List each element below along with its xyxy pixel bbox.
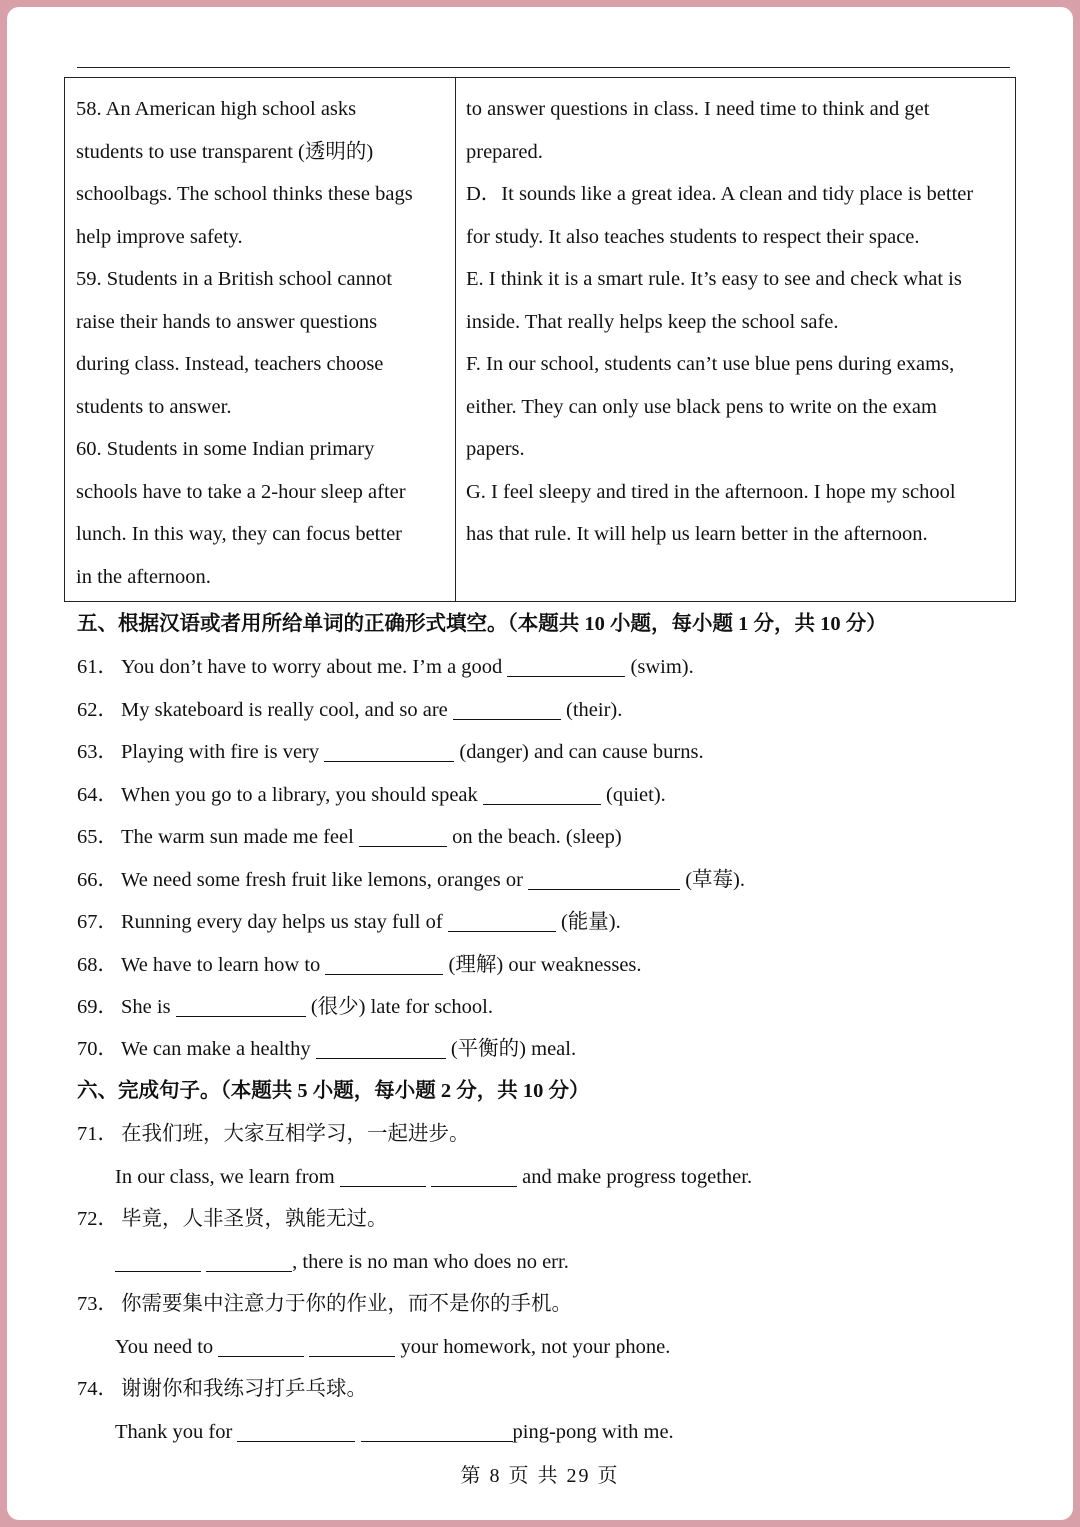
answer-blank[interactable] bbox=[324, 739, 454, 762]
table-line: schools have to take a 2-hour sleep after bbox=[76, 480, 406, 503]
question-chinese: 在我们班，大家互相学习，一起进步。 bbox=[121, 1123, 470, 1145]
answer-blank[interactable] bbox=[325, 952, 443, 975]
answer-blank[interactable] bbox=[453, 697, 561, 720]
question-text: Running every day helps us stay full of bbox=[121, 911, 448, 933]
answer-line-73 bbox=[115, 1332, 670, 1362]
answer-text: your homework, not your phone. bbox=[395, 1336, 671, 1358]
answer-line-74 bbox=[115, 1417, 674, 1447]
question-68 bbox=[77, 950, 642, 980]
answer-blank[interactable] bbox=[218, 1334, 304, 1357]
answer-text: and make progress together. bbox=[516, 1166, 753, 1188]
question-text: The warm sun made me feel bbox=[121, 826, 359, 848]
question-text: My skateboard is really cool, and so are bbox=[121, 699, 453, 721]
answer-blank[interactable] bbox=[237, 1419, 355, 1442]
question-number: 64． bbox=[77, 784, 118, 806]
table-line: prepared. bbox=[466, 140, 543, 163]
question-62 bbox=[77, 695, 622, 725]
question-70 bbox=[77, 1034, 576, 1064]
answer-blank[interactable] bbox=[316, 1036, 446, 1059]
question-74 bbox=[77, 1374, 367, 1404]
answer-blank[interactable] bbox=[115, 1249, 201, 1272]
answer-line-72 bbox=[115, 1247, 569, 1277]
table-left-column bbox=[65, 78, 456, 601]
question-text: (quiet). bbox=[600, 784, 666, 806]
answer-text: In our class, we learn from bbox=[115, 1166, 340, 1188]
question-number: 73． bbox=[77, 1293, 118, 1315]
table-line: students to answer. bbox=[76, 395, 232, 418]
answer-text: Thank you for bbox=[115, 1421, 238, 1443]
question-chinese: 你需要集中注意力于你的作业，而不是你的手机。 bbox=[121, 1293, 572, 1315]
question-63 bbox=[77, 737, 704, 767]
question-61 bbox=[77, 652, 694, 682]
question-72 bbox=[77, 1204, 388, 1234]
question-number: 65． bbox=[77, 826, 118, 848]
table-line: in the afternoon. bbox=[76, 565, 211, 588]
question-text: (danger) and can cause burns. bbox=[454, 741, 704, 763]
question-text: (swim). bbox=[625, 656, 694, 678]
question-64 bbox=[77, 780, 666, 810]
section-5-title: 五、根据汉语或者用所给单词的正确形式填空。（本题共 10 小题，每小题 1 分，共 10 分） bbox=[77, 613, 887, 635]
table-line: lunch. In this way, they can focus better bbox=[76, 523, 402, 545]
question-73 bbox=[77, 1289, 572, 1319]
table-line: to answer questions in class. I need time to think and get bbox=[466, 98, 930, 120]
answer-text: , there is no man who does no err. bbox=[292, 1251, 569, 1273]
question-number: 62． bbox=[77, 699, 118, 721]
exam-page bbox=[7, 7, 1073, 1520]
answer-blank[interactable] bbox=[483, 782, 601, 805]
question-69 bbox=[77, 992, 493, 1022]
page-footer: 第 8 页 共 29 页 bbox=[460, 1465, 620, 1487]
question-number: 63． bbox=[77, 741, 118, 763]
table-line: 58. An American high school asks bbox=[76, 98, 357, 120]
question-71 bbox=[77, 1119, 470, 1149]
question-chinese: 毕竟，人非圣贤，孰能无过。 bbox=[121, 1208, 388, 1230]
question-text: We need some fresh fruit like lemons, oranges or bbox=[121, 869, 529, 891]
table-line: has that rule. It will help us learn better in the afternoon. bbox=[466, 523, 928, 545]
question-number: 67． bbox=[77, 911, 118, 933]
answer-line-71 bbox=[115, 1162, 752, 1192]
table-line: 59. Students in a British school cannot bbox=[76, 268, 393, 290]
section-6-title: 六、完成句子。（本题共 5 小题，每小题 2 分，共 10 分） bbox=[77, 1080, 590, 1102]
table-line: help improve safety. bbox=[76, 225, 243, 248]
question-number: 69． bbox=[77, 996, 118, 1018]
question-text: You don’t have to worry about me. I’m a good bbox=[121, 656, 508, 678]
question-text: She is bbox=[121, 996, 176, 1018]
table-line: F. In our school, students can’t use blue pens during exams, bbox=[466, 353, 955, 375]
answer-blank[interactable] bbox=[431, 1164, 517, 1187]
question-text: (草莓). bbox=[680, 869, 745, 891]
question-text: We can make a healthy bbox=[121, 1038, 316, 1060]
question-number: 68． bbox=[77, 954, 118, 976]
question-text: (很少) late for school. bbox=[305, 996, 493, 1018]
question-text: (能量). bbox=[555, 911, 621, 933]
answer-blank[interactable] bbox=[507, 654, 625, 677]
table-line: inside. That really helps keep the school safe. bbox=[466, 310, 839, 333]
answer-blank[interactable] bbox=[528, 867, 680, 890]
question-text: When you go to a library, you should speak bbox=[121, 784, 483, 806]
answer-blank[interactable] bbox=[361, 1419, 513, 1442]
answer-blank[interactable] bbox=[206, 1249, 292, 1272]
table-line: 60. Students in some Indian primary bbox=[76, 438, 375, 460]
question-number: 74． bbox=[77, 1378, 118, 1400]
table-line: for study. It also teaches students to respect their space. bbox=[466, 225, 920, 248]
table-line: papers. bbox=[466, 438, 525, 460]
table-line: either. They can only use black pens to write on the exam bbox=[466, 395, 937, 418]
table-line: raise their hands to answer questions bbox=[76, 310, 378, 333]
answer-blank[interactable] bbox=[176, 994, 306, 1017]
question-text: Playing with fire is very bbox=[121, 741, 325, 763]
matching-table bbox=[64, 77, 1016, 602]
table-line: schoolbags. The school thinks these bags bbox=[76, 183, 413, 205]
table-line: D．It sounds like a great idea. A clean and tidy place is better bbox=[466, 183, 974, 205]
question-65 bbox=[77, 822, 622, 852]
question-66 bbox=[77, 865, 745, 895]
question-number: 61． bbox=[77, 656, 118, 678]
answer-blank[interactable] bbox=[309, 1334, 395, 1357]
question-text: (their). bbox=[560, 699, 623, 721]
question-text: on the beach. (sleep) bbox=[446, 826, 622, 848]
answer-blank[interactable] bbox=[448, 909, 556, 932]
table-right-column bbox=[456, 78, 1015, 601]
question-text: (理解) our weaknesses. bbox=[443, 954, 642, 976]
table-line: during class. Instead, teachers choose bbox=[76, 353, 384, 375]
table-line: students to use transparent (透明的) bbox=[76, 140, 374, 163]
question-chinese: 谢谢你和我练习打乒乓球。 bbox=[121, 1378, 367, 1400]
question-number: 70． bbox=[77, 1038, 118, 1060]
question-67 bbox=[77, 907, 621, 937]
table-line: G. I feel sleepy and tired in the afternoon. I hope my school bbox=[466, 480, 956, 503]
question-number: 71． bbox=[77, 1123, 118, 1145]
question-number: 72． bbox=[77, 1208, 118, 1230]
header-rule bbox=[77, 67, 1010, 68]
answer-blank[interactable] bbox=[340, 1164, 426, 1187]
table-line: E. I think it is a smart rule. It’s easy to see and check what is bbox=[466, 268, 962, 290]
question-number: 66． bbox=[77, 869, 118, 891]
answer-blank[interactable] bbox=[359, 824, 447, 847]
answer-text: You need to bbox=[115, 1336, 219, 1358]
question-text: (平衡的) meal. bbox=[445, 1038, 577, 1060]
answer-text: ping-pong with me. bbox=[512, 1421, 674, 1443]
question-text: We have to learn how to bbox=[121, 954, 326, 976]
